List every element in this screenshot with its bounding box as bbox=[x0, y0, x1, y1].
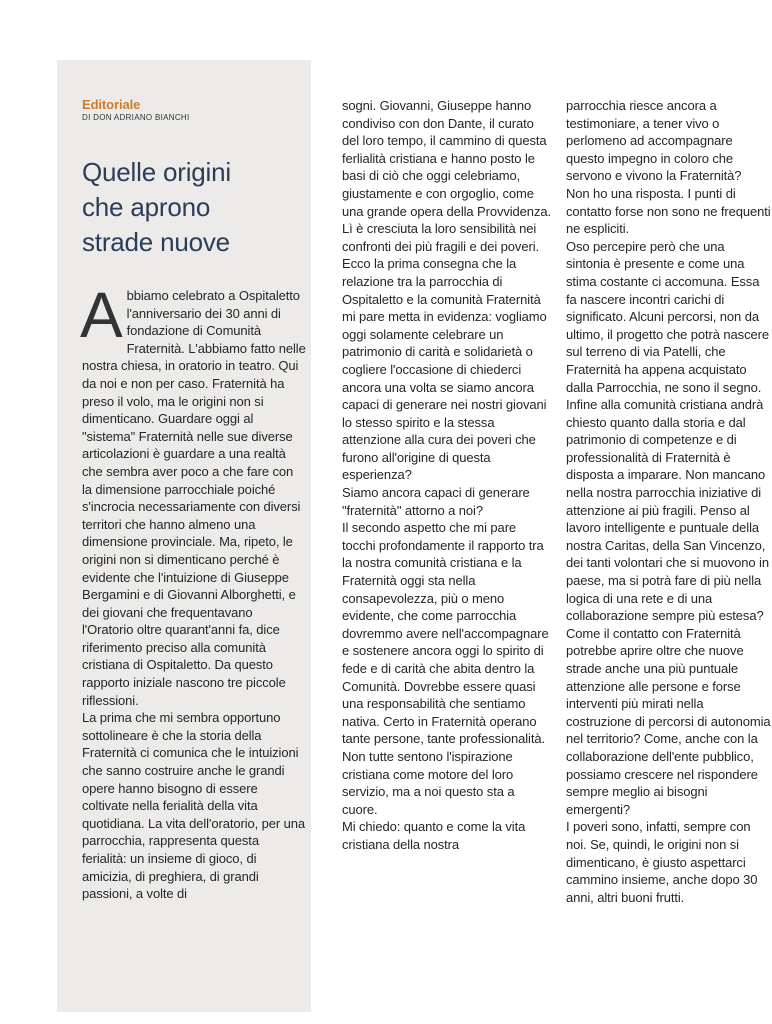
title-line: Quelle origini bbox=[82, 157, 231, 187]
paragraph: La prima che mi sembra opportuno sottolineare è che la storia della Fraternità ci comunica che le intuizioni che sanno costruire anche le grandi opere hanno bisogno di essere coltivate nella ferialità della vita quotidiana. La vita dell'oratorio, per una parrocchia, rappresenta questa ferialità: un insieme di gioco, di amicizia, di preghiera, di grandi passioni, a volte di bbox=[82, 710, 306, 902]
section-label: Editoriale bbox=[82, 97, 141, 112]
paragraph: Oso percepire però che una sintonia è presente e come una stima costante ci accomuna. Essa fa nascere incontri carichi di significato. Alcuni percorsi, non da ultimo, il progetto che potrà nascere sul terreno di via Patelli, che Fraternità ha appena acquistato dalla Parrocchia, ne sono il segno. bbox=[566, 238, 769, 395]
article-column-1 bbox=[82, 97, 306, 903]
article-title bbox=[82, 155, 306, 260]
paragraph: Non ho una risposta. I punti di contatto forse non sono ne frequenti ne espliciti. bbox=[566, 185, 771, 237]
lead-text: bbiamo celebrato a Ospitaletto l'anniversario dei 30 anni di fondazione di Comunità Fraternità. L'abbiamo fatto nelle nostra chiesa, in oratorio in teatro. Qui da noi e non per caso. Fraternità ha preso il volo, ma le origini non si dimenticano. Guardare oggi al "sistema" Fraternità nelle sue diverse articolazioni è guardare a una realtà che sembra aver poco a che fare con la dimensione parrocchiale poiché s'incrocia necessariamente con diversi territori che hanno almeno una dimensione provinciale. Ma, ripeto, le origini non si dimenticano perché è evidente che l'intuizione di Giuseppe Bergamini e di Giovanni Alborghetti, e dei giovani che frequentavano l'Oratorio oltre quarant'anni fa, dice riferimento preciso alla comunità cristiana di Ospitaletto. Da questo rapporto iniziale nascono tre piccole riflessioni. bbox=[82, 288, 306, 708]
paragraph: parrocchia riesce ancora a testimoniare, a tener vivo o perlomeno ad accompagnare questo impegno in coloro che servono e vivono la Fraternità? bbox=[566, 98, 742, 184]
title-line: che aprono bbox=[82, 192, 211, 222]
paragraph: Infine alla comunità cristiana andrà chiesto quanto dalla storia e dal patrimonio di competenze e di professionalità di Fraternità è disposta a imparare. Non mancano nella nostra parrocchia iniziative di attenzione ai più fragili. Penso al lavoro intelligente e puntuale della nostra Caritas, della San Vincenzo, dei tanti volontari che si muovono in paese, ma si potrà fare di più nella logica di una rete e di una collaborazione sempre più estesa? Come il contatto con Fraternità potrebbe aprire oltre che nuove strade anche una più puntuale attenzione alle persone e forse interventi più mirati nella costruzione di percorsi di autonomia nel territorio? Come, anche con la collaborazione dell'ente pubblico, possiamo crescere nel rispondere sempre meglio ai bisogni emergenti? bbox=[566, 397, 771, 817]
paragraph: Non tutte sentono l'ispirazione cristiana come motore del loro servizio, ma a noi questo sta a cuore. bbox=[342, 748, 515, 817]
paragraph: I poveri sono, infatti, sempre con noi. Se, quindi, le origini non si dimenticano, è giusto aspettarci cammino insieme, anche dopo 30 anni, altri buoni frutti. bbox=[566, 819, 758, 905]
lead-paragraph bbox=[80, 279, 306, 709]
article-column-2 bbox=[342, 97, 552, 854]
title-line: strade nuove bbox=[82, 227, 230, 257]
paragraph: Mi chiedo: quanto e come la vita cristiana della nostra bbox=[342, 819, 526, 852]
paragraph: Ecco la prima consegna che la relazione tra la parrocchia di Ospitaletto e la comunità Fraternità mi pare metta in evidenza: vogliamo oggi solamente celebrare un patrimonio di carità e solidarietà o cogliere l'occasione di chiederci ancora una volta se siamo ancora capaci di generare nei nostri giovani lo stesso spirito e la stessa attenzione alla cura dei poveri che furono all'origine di questa esperienza? bbox=[342, 256, 547, 483]
paragraph: Siamo ancora capaci di generare "fraternità" attorno a noi? bbox=[342, 485, 530, 518]
byline: DI DON ADRIANO BIANCHI bbox=[82, 113, 190, 122]
paragraph: sogni. Giovanni, Giuseppe hanno condiviso con don Dante, il curato del loro tempo, il cammino di questa ferlialità cristiana e hanno posto le basi di ciò che oggi celebriamo, giustamente e con orgoglio, come una grande opera della Provvidenza. Lì è cresciuta la loro sensibilità nei confronti dei più fragili e dei poveri. bbox=[342, 98, 551, 254]
drop-cap: A bbox=[80, 279, 123, 351]
article-column-3 bbox=[566, 97, 771, 906]
paragraph: Il secondo aspetto che mi pare tocchi profondamente il rapporto tra la nostra comunità cristiana e la Fraternità oggi sta nella consapevolezza, più o meno evidente, che come parrocchia dovremmo avere nell'accompagnare e sostenere ancora oggi lo spirito di fede e di carità che abita dentro la Comunità. Dovrebbe essere quasi una responsabilità che sentiamo nativa. Certo in Fraternità operano tante persone, tante professionalità. bbox=[342, 520, 549, 747]
